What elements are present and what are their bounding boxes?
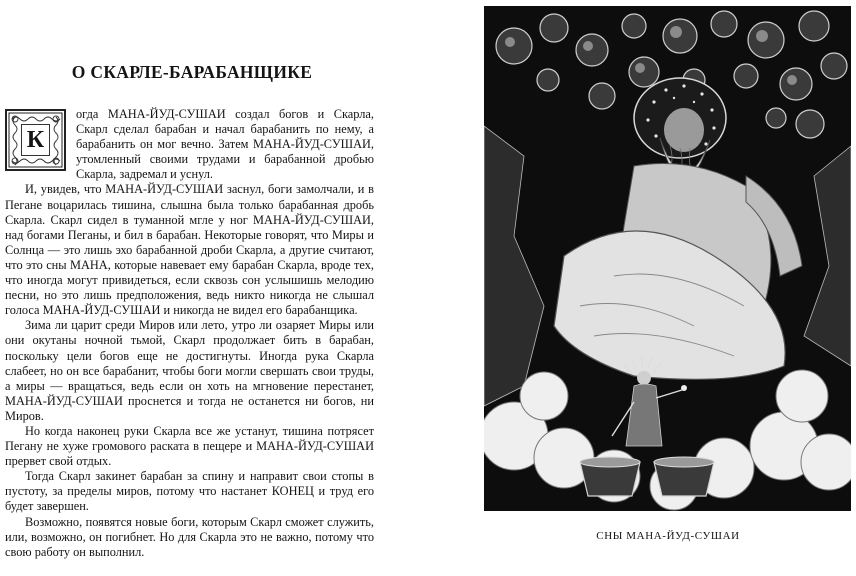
paragraph: Тогда Скарл закинет барабан за спину и направит свои стопы в пустоту, за пределы миров, потому что настанет КОНЕЦ и труд его будет завершен. (5, 469, 374, 514)
drop-cap-letter: К (21, 124, 50, 156)
paragraph: Но когда наконец руки Скарла все же устанут, тишина потрясет Пегану не хуже громового раската в пещере и МАНА-ЙУД-СУШАИ прервет свой отдых. (5, 423, 374, 469)
story-text (5, 107, 374, 560)
paragraph: Зима ли царит среди Миров или лето, утро ли озаряет Миры или они окутаны ночной тьмой, Скарл продолжает бить в барабан, поскольку цели богов еще не достигнуты. Иногда рука Скарла слабеет, но он все барабанит, чтобы боги могли свершать свои труды, а миры — вращаться, ведь если он хоть на мгновение перестанет, МАНА-ЙУД-СУШАИ проснется и тогда не останется ни богов, ни Миров. (5, 318, 374, 423)
drop-cap (5, 109, 66, 171)
dreaming-god-illustration (484, 6, 851, 511)
right-page (480, 0, 856, 576)
left-page (0, 0, 400, 576)
chapter-title: О СКАРЛЕ-БАРАБАНЩИКЕ (71, 62, 313, 82)
illustration (484, 6, 851, 511)
paragraph: огда МАНА-ЙУД-СУШАИ создал богов и Скарла, Скарл сделал барабан и начал барабанить по нему, а барабанить он мог вечно. Затем МАНА-ЙУД-СУШАИ, утомленный своими трудами и барабанной дробью Скарла, задремал и уснул. (76, 107, 374, 182)
illustration-caption: СНЫ МАНА-ЙУД-СУШАИ (596, 530, 740, 542)
paragraph: Возможно, появятся новые боги, которым Скарл сможет служить, или, возможно, он погибнет. Но для Скарла это не важно, потому что свою работу он выполнил. (5, 514, 374, 559)
paragraph: И, увидев, что МАНА-ЙУД-СУШАИ заснул, боги замолчали, и в Пегане воцарилась тишина, слышна была только барабанная дробь Скарла. Скарл сидел в туманной мгле у ног МАНА-ЙУД-СУШАИ, над богами Пеганы, и бил в барабан. Некоторые говорят, что Миры и Солнца — это лишь эхо барабанной дроби Скарла, а другие считают, что это сны МАНА, которые навевает ему барабан Скарла, вроде тех, что иногда могут привидеться, если сквозь сон услышишь мелодию песни, но это лишь предположения, ведь никто никогда не слышал голоса МАНА-ЙУД-СУШАИ и никогда не видел его барабанщика. (5, 182, 374, 318)
